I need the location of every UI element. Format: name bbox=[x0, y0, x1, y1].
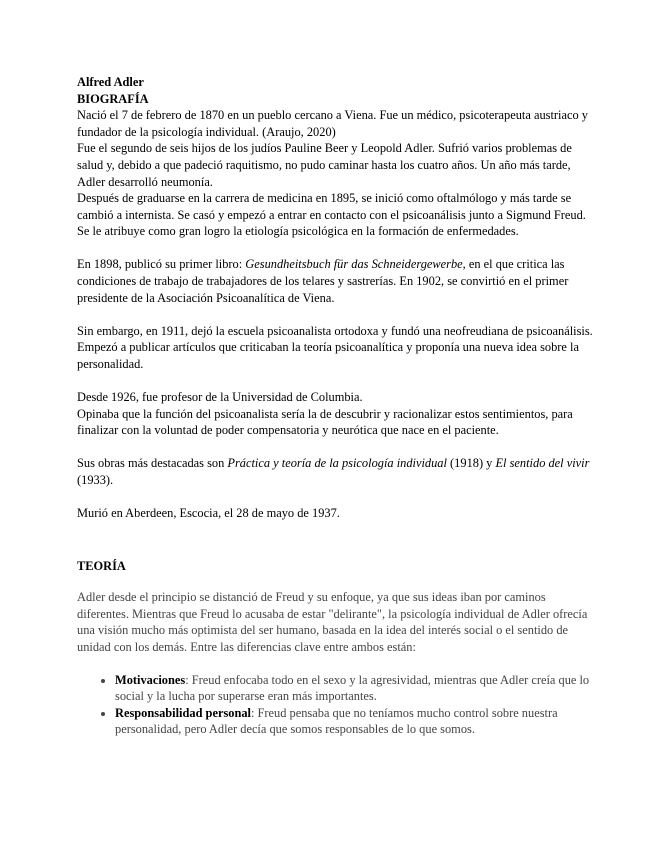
list-item bbox=[115, 705, 595, 738]
bio-paragraph-career: Después de graduarse en la carrera de medicina en 1895, se inició como oftalmólogo y más tarde se cambió a internista. Se casó y empezó a entrar en contacto con el psicoanálisis junto a Sigmund Freud. bbox=[77, 191, 586, 222]
differences-list bbox=[77, 672, 595, 738]
work-title-1: Práctica y teoría de la psicología individual bbox=[227, 456, 447, 471]
theory-intro: Adler desde el principio se distanció de Freud y su enfoque, ya que sus ideas iban por caminos diferentes. Mientras que Freud lo acusaba de estar "delirante", la psicología individual de Adler ofrecía una visión mucho más optimista del ser humano, basada en la idea del interés social o el sentido de unidad con los demás. Entre las diferencias clave entre ambos están: bbox=[77, 590, 588, 654]
works-end: (1933). bbox=[77, 472, 114, 487]
works-mid: (1918) y bbox=[446, 456, 496, 471]
list-item-term: Motivaciones bbox=[115, 672, 186, 687]
first-book-rest: , en el que critica las condiciones de trabajo de trabajadores de los telares y sastrerías. En 1902, se convirtió en el primer presidente de la Asociación Psicoanalítica de Viena. bbox=[77, 257, 569, 305]
biography-heading: BIOGRAFÍA bbox=[77, 91, 149, 106]
list-item-text: : Freud pensaba que no teníamos mucho control sobre nuestra personalidad, pero Adler decía que somos responsables de lo que somos. bbox=[115, 705, 558, 737]
list-item-term: Responsabilidad personal bbox=[115, 705, 251, 720]
author-name: Alfred Adler bbox=[77, 75, 144, 89]
theory-heading: TEORÍA bbox=[77, 558, 126, 573]
bio-paragraph-family: Fue el segundo de seis hijos de los judíos Pauline Beer y Leopold Adler. Sufrió varios problemas de salud y, debido a que padeció raquitismo, no pudo caminar hasta los cuatro años. Un año más tarde, Adler desarrolló neumonía. bbox=[77, 141, 572, 189]
bio-paragraph-achievement: Se le atribuye como gran logro la etiología psicológica en la formación de enfermedades. bbox=[77, 224, 519, 239]
first-book-intro: En 1898, publicó su primer libro: bbox=[77, 257, 246, 272]
bio-paragraph-columbia: Desde 1926, fue profesor de la Universidad de Columbia. bbox=[77, 390, 363, 404]
bio-paragraph-birth: Nació el 7 de febrero de 1870 en un pueblo cercano a Viena. Fue un médico, psicoterapeuta austriaco y fundador de la psicología individual. (Araujo, 2020) bbox=[77, 108, 588, 139]
first-book-title: Gesundheitsbuch für das Schneidergewerbe bbox=[245, 257, 463, 272]
bio-paragraph-death: Murió en Aberdeen, Escocia, el 28 de mayo de 1937. bbox=[77, 505, 340, 520]
list-item bbox=[115, 672, 595, 705]
works-intro: Sus obras más destacadas son bbox=[77, 456, 228, 471]
bio-paragraph-works bbox=[77, 455, 595, 488]
work-title-2: El sentido del vivir bbox=[495, 456, 590, 471]
bio-paragraph-opinion: Opinaba que la función del psicoanalista sería la de descubrir y racionalizar estos sentimientos, para finalizar con la voluntad de poder compensatoria y neurótica que nace en el paciente. bbox=[77, 406, 573, 438]
list-item-text: : Freud enfocaba todo en el sexo y la agresividad, mientras que Adler creía que lo social y la lucha por superarse eran más importantes. bbox=[115, 672, 590, 704]
bio-paragraph-split: Sin embargo, en 1911, dejó la escuela psicoanalista ortodoxa y fundó una neofreudiana de psicoanálisis. Empezó a publicar artículos que criticaban la teoría psicoanalítica y proponía una nueva idea sobre la personalidad. bbox=[77, 323, 593, 371]
bio-paragraph-first-book bbox=[77, 256, 595, 306]
